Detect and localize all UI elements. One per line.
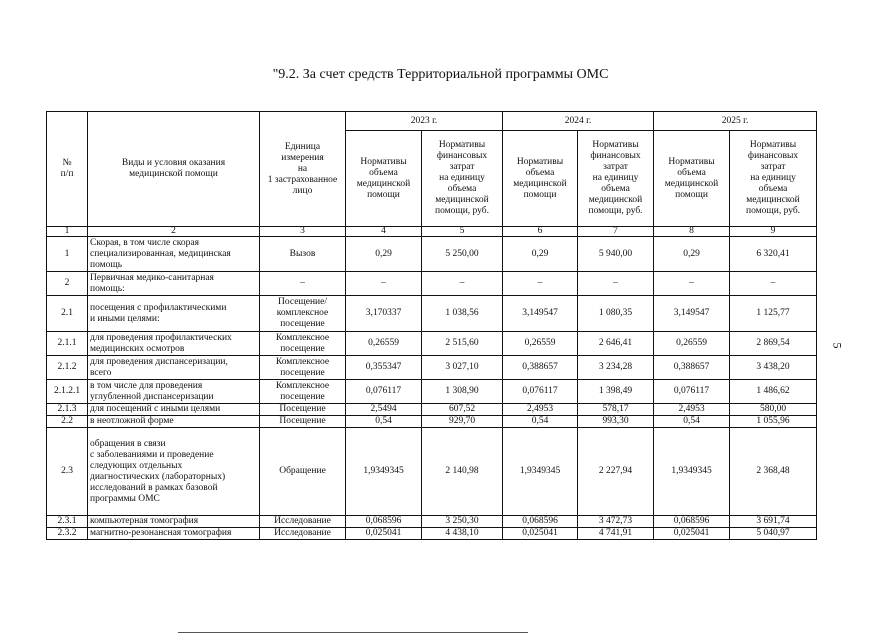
table-row (47, 237, 817, 272)
table-row (47, 416, 817, 428)
row-value-cell: 0,388657 (654, 356, 730, 380)
row-value-cell: 0,29 (346, 237, 422, 272)
table-row (47, 296, 817, 332)
row-number-cell: 2.1.2.1 (47, 380, 88, 404)
row-name-cell: посещения с профилактическими и иными целями: (88, 296, 260, 332)
row-value-cell: 2 140,98 (422, 428, 503, 516)
row-value-cell: 2 646,41 (578, 332, 654, 356)
row-value-cell: 0,076117 (346, 380, 422, 404)
row-name-cell: обращения в связи с заболеваниями и проведение следующих отдельных диагностических (лабораторных) исследований в рамках базовой программы ОМС (88, 428, 260, 516)
row-value-cell: 1 308,90 (422, 380, 503, 404)
header-finance-norm-cell: Нормативы финансовых затрат на единицу объема медицинской помощи, руб. (422, 131, 503, 227)
row-number-cell: 2.3.1 (47, 516, 88, 528)
row-unit-cell: – (260, 272, 346, 296)
row-unit-cell: Посещение (260, 416, 346, 428)
row-value-cell: 6 320,41 (730, 237, 817, 272)
row-name-cell: для проведения профилактических медицинских осмотров (88, 332, 260, 356)
header-finance-norm-cell: Нормативы финансовых затрат на единицу объема медицинской помощи, руб. (578, 131, 654, 227)
table-row (47, 332, 817, 356)
header-year-cell: 2023 г. (346, 112, 503, 131)
header-year-cell: 2024 г. (503, 112, 654, 131)
row-value-cell: 993,30 (578, 416, 654, 428)
row-value-cell: – (730, 272, 817, 296)
row-unit-cell: Обращение (260, 428, 346, 516)
column-number-cell: 5 (422, 227, 503, 237)
row-value-cell: 1 055,96 (730, 416, 817, 428)
column-number-cell: 2 (88, 227, 260, 237)
row-value-cell: 5 250,00 (422, 237, 503, 272)
row-value-cell: 0,355347 (346, 356, 422, 380)
row-name-cell: Первичная медико-санитарная помощь: (88, 272, 260, 296)
column-number-cell: 7 (578, 227, 654, 237)
row-value-cell: 0,29 (654, 237, 730, 272)
row-name-cell: магнитно-резонансная томография (88, 528, 260, 540)
row-number-cell: 2.2 (47, 416, 88, 428)
row-value-cell: 0,076117 (654, 380, 730, 404)
table-row (47, 356, 817, 380)
row-number-cell: 2.1 (47, 296, 88, 332)
column-number-cell: 8 (654, 227, 730, 237)
row-unit-cell: Исследование (260, 516, 346, 528)
row-value-cell: 0,26559 (346, 332, 422, 356)
header-kind-cell: Виды и условия оказания медицинской помощи (88, 112, 260, 227)
row-number-cell: 2.1.2 (47, 356, 88, 380)
section-title: "9.2. За счет средств Территориальной программы ОМС (272, 67, 609, 82)
row-value-cell: – (346, 272, 422, 296)
row-value-cell: 3 691,74 (730, 516, 817, 528)
row-value-cell: – (422, 272, 503, 296)
row-value-cell: 2 515,60 (422, 332, 503, 356)
column-number-cell: 3 (260, 227, 346, 237)
row-value-cell: 1,9349345 (654, 428, 730, 516)
table-row (47, 404, 817, 416)
row-value-cell: 1 080,35 (578, 296, 654, 332)
header-volume-norm-cell: Нормативы объема медицинской помощи (654, 131, 730, 227)
row-unit-cell: Посещение (260, 404, 346, 416)
column-number-cell: 9 (730, 227, 817, 237)
row-value-cell: 3,170337 (346, 296, 422, 332)
row-value-cell: 4 741,91 (578, 528, 654, 540)
row-name-cell: Скорая, в том числе скорая специализированная, медицинская помощь (88, 237, 260, 272)
row-value-cell: 0,068596 (503, 516, 578, 528)
row-value-cell: – (503, 272, 578, 296)
row-value-cell: 1 486,62 (730, 380, 817, 404)
row-value-cell: 3 438,20 (730, 356, 817, 380)
row-name-cell: для посещений с иными целями (88, 404, 260, 416)
row-value-cell: 1,9349345 (346, 428, 422, 516)
row-value-cell: 3 472,73 (578, 516, 654, 528)
row-unit-cell: Исследование (260, 528, 346, 540)
header-unit-cell: Единица измерения на 1 застрахованное лицо (260, 112, 346, 227)
row-value-cell: 0,388657 (503, 356, 578, 380)
row-value-cell: 3 250,30 (422, 516, 503, 528)
row-value-cell: 1,9349345 (503, 428, 578, 516)
row-unit-cell: Вызов (260, 237, 346, 272)
row-number-cell: 2 (47, 272, 88, 296)
table-row (47, 380, 817, 404)
row-value-cell: 3 234,28 (578, 356, 654, 380)
row-unit-cell: Комплексное посещение (260, 356, 346, 380)
row-name-cell: для проведения диспансеризации, всего (88, 356, 260, 380)
row-value-cell: 0,025041 (654, 528, 730, 540)
column-number-cell: 1 (47, 227, 88, 237)
row-value-cell: 929,70 (422, 416, 503, 428)
row-value-cell: 2 869,54 (730, 332, 817, 356)
row-value-cell: 0,54 (346, 416, 422, 428)
row-value-cell: 2,4953 (654, 404, 730, 416)
row-value-cell: 5 040,97 (730, 528, 817, 540)
row-number-cell: 2.1.3 (47, 404, 88, 416)
table-row (47, 272, 817, 296)
row-value-cell: 0,068596 (346, 516, 422, 528)
row-value-cell: 0,54 (654, 416, 730, 428)
row-value-cell: 2,5494 (346, 404, 422, 416)
row-value-cell: 3,149547 (503, 296, 578, 332)
row-name-cell: компьютерная томография (88, 516, 260, 528)
row-value-cell: 1 038,56 (422, 296, 503, 332)
row-value-cell: 607,52 (422, 404, 503, 416)
table-row (47, 528, 817, 540)
column-number-cell: 6 (503, 227, 578, 237)
row-name-cell: в том числе для проведения углубленной диспансеризации (88, 380, 260, 404)
row-value-cell: 0,54 (503, 416, 578, 428)
row-unit-cell: Посещение/ комплексное посещение (260, 296, 346, 332)
row-value-cell: 0,025041 (503, 528, 578, 540)
row-number-cell: 2.3 (47, 428, 88, 516)
row-number-cell: 2.1.1 (47, 332, 88, 356)
row-value-cell: 580,00 (730, 404, 817, 416)
header-volume-norm-cell: Нормативы объема медицинской помощи (503, 131, 578, 227)
row-value-cell: 3,149547 (654, 296, 730, 332)
row-value-cell: 0,29 (503, 237, 578, 272)
row-name-cell: в неотложной форме (88, 416, 260, 428)
page-number: 5 (830, 342, 845, 349)
row-value-cell: 2 227,94 (578, 428, 654, 516)
row-number-cell: 2.3.2 (47, 528, 88, 540)
row-value-cell: 3 027,10 (422, 356, 503, 380)
row-value-cell: 2 368,48 (730, 428, 817, 516)
footer-divider (178, 632, 528, 633)
table-row (47, 428, 817, 516)
row-value-cell: 0,076117 (503, 380, 578, 404)
norms-table (46, 111, 817, 540)
table-row (47, 516, 817, 528)
row-value-cell: – (654, 272, 730, 296)
row-value-cell: 2,4953 (503, 404, 578, 416)
header-num-cell: № п/п (47, 112, 88, 227)
row-value-cell: 1 125,77 (730, 296, 817, 332)
row-unit-cell: Комплексное посещение (260, 380, 346, 404)
row-value-cell: – (578, 272, 654, 296)
header-finance-norm-cell: Нормативы финансовых затрат на единицу объема медицинской помощи, руб. (730, 131, 817, 227)
row-value-cell: 0,025041 (346, 528, 422, 540)
row-value-cell: 0,26559 (654, 332, 730, 356)
row-unit-cell: Комплексное посещение (260, 332, 346, 356)
row-value-cell: 4 438,10 (422, 528, 503, 540)
row-value-cell: 5 940,00 (578, 237, 654, 272)
row-value-cell: 0,068596 (654, 516, 730, 528)
column-number-cell: 4 (346, 227, 422, 237)
row-value-cell: 1 398,49 (578, 380, 654, 404)
header-volume-norm-cell: Нормативы объема медицинской помощи (346, 131, 422, 227)
row-value-cell: 578,17 (578, 404, 654, 416)
row-number-cell: 1 (47, 237, 88, 272)
row-value-cell: 0,26559 (503, 332, 578, 356)
header-year-cell: 2025 г. (654, 112, 817, 131)
